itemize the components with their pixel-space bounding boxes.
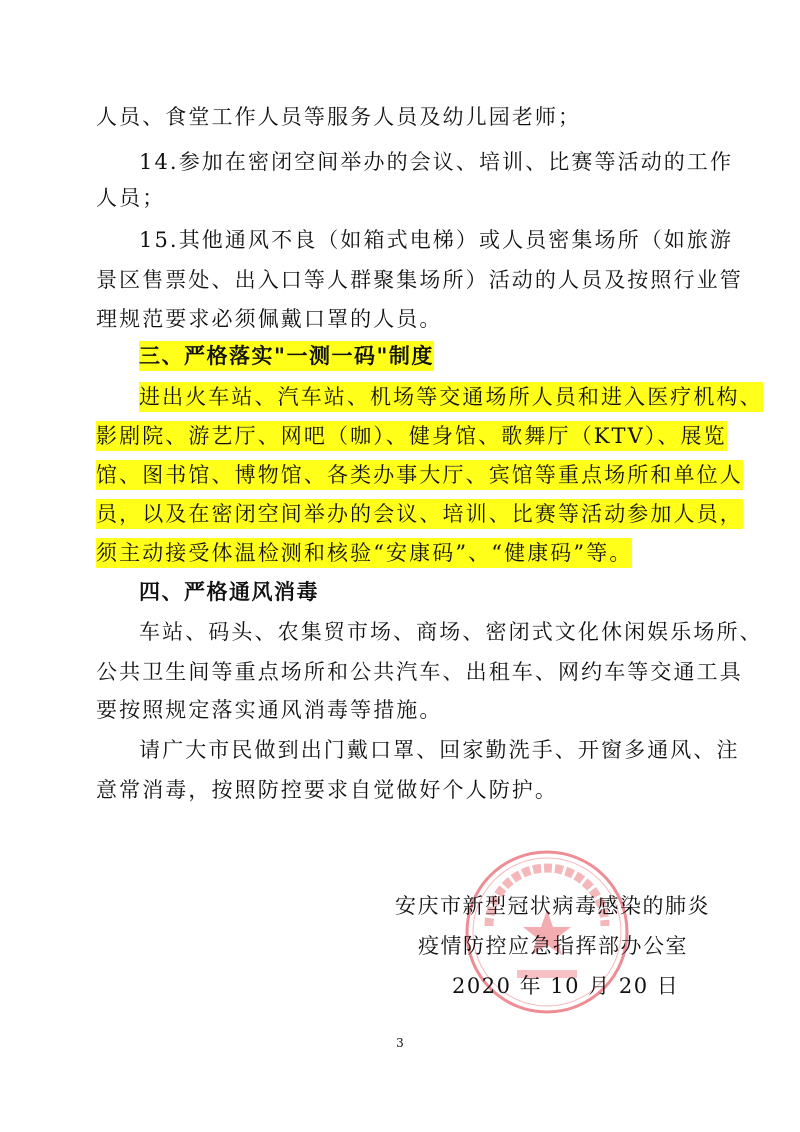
section-heading bbox=[139, 336, 434, 376]
highlighted-text: 三、严格落实"一测一码"制度 bbox=[139, 341, 434, 371]
body-line: 请广大市民做到出门戴口罩、回家勤洗手、开窗多通风、注 bbox=[139, 738, 740, 762]
highlighted-line bbox=[96, 494, 743, 534]
signature-organization: 安庆市新型冠状病毒感染的肺炎 bbox=[395, 894, 710, 918]
signature-office: 疫情防控应急指挥部办公室 bbox=[418, 934, 688, 958]
body-line: 15.其他通风不良（如箱式电梯）或人员密集场所（如旅游 bbox=[139, 228, 734, 252]
highlighted-text: 进出火车站、汽车站、机场等交通场所人员和进入医疗机构、 bbox=[139, 382, 763, 412]
highlighted-line bbox=[139, 377, 763, 417]
page-number: 3 bbox=[396, 1036, 404, 1050]
highlighted-text: 员，以及在密闭空间举办的会议、培训、比赛等活动参加人员， bbox=[96, 499, 743, 529]
body-line: 理规范要求必须佩戴口罩的人员。 bbox=[96, 307, 443, 331]
section-heading: 四、严格通风消毒 bbox=[139, 580, 319, 604]
highlighted-text: 须主动接受体温检测和核验“安康码”、“健康码”等。 bbox=[96, 538, 632, 568]
body-line: 人员； bbox=[96, 186, 166, 210]
body-line: 车站、码头、农集贸市场、商场、密闭式文化休闲娱乐场所、 bbox=[139, 620, 763, 644]
highlighted-text: 影剧院、游艺厅、网吧（咖）、健身馆、歌舞厅（KTV）、展览 bbox=[96, 421, 727, 451]
signature-date: 2020 年 10 月 20 日 bbox=[452, 974, 680, 998]
body-line: 景区售票处、出入口等人群聚集场所）活动的人员及按照行业管 bbox=[96, 268, 743, 292]
body-line: 公共卫生间等重点场所和公共汽车、出租车、网约车等交通工具 bbox=[96, 660, 743, 684]
body-line: 意常消毒，按照防控要求自觉做好个人防护。 bbox=[96, 778, 558, 802]
body-line: 人员、食堂工作人员等服务人员及幼儿园老师； bbox=[96, 105, 582, 129]
highlighted-line bbox=[96, 455, 743, 495]
highlighted-line bbox=[96, 533, 632, 573]
highlighted-line bbox=[96, 416, 727, 456]
body-line: 要按照规定落实通风消毒等措施。 bbox=[96, 698, 443, 722]
body-line: 14.参加在密闭空间举办的会议、培训、比赛等活动的工作 bbox=[139, 150, 734, 174]
highlighted-text: 馆、图书馆、博物馆、各类办事大厅、宾馆等重点场所和单位人 bbox=[96, 460, 743, 490]
